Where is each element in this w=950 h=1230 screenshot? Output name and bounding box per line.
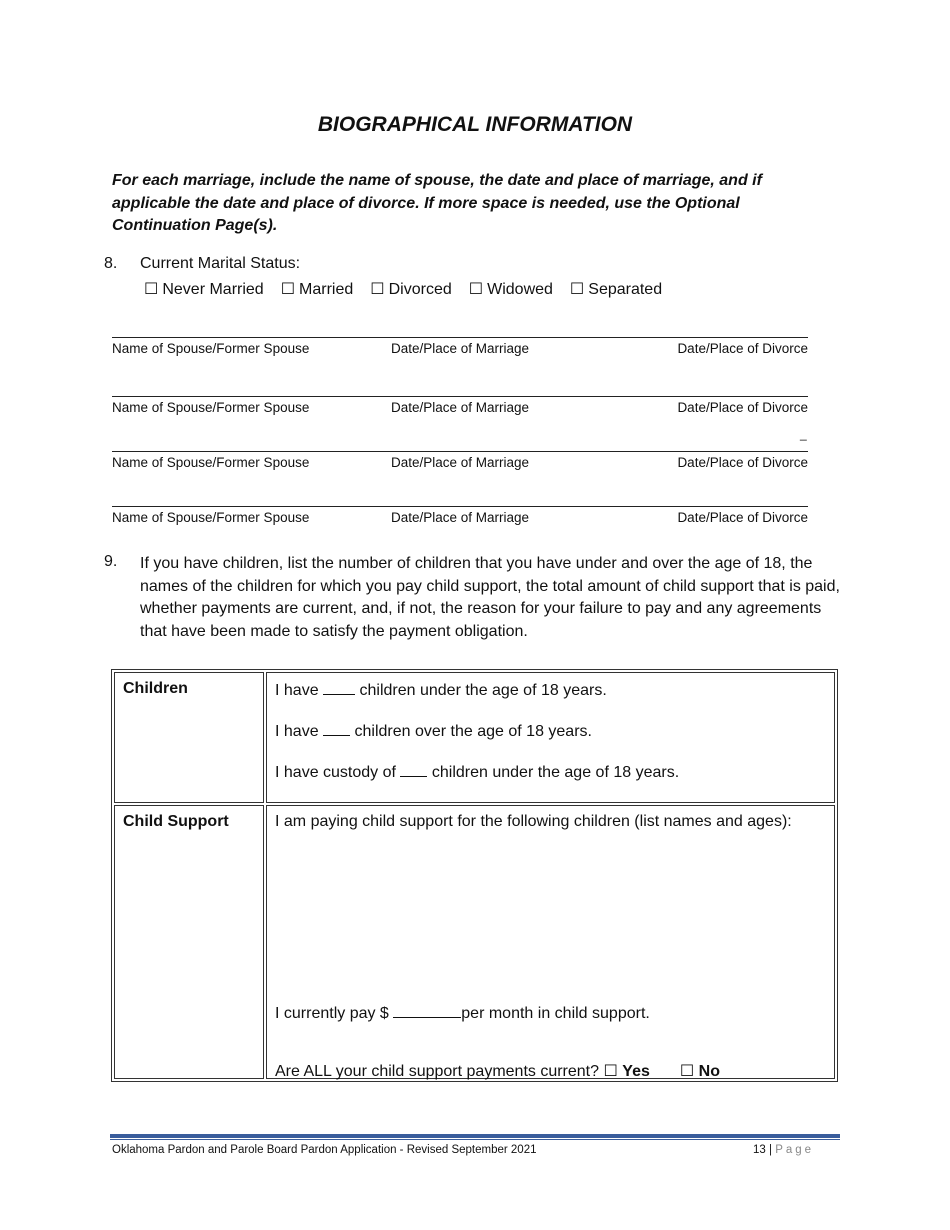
footer-rule-thin [110, 1139, 840, 1140]
page-title: BIOGRAPHICAL INFORMATION [317, 113, 633, 136]
spouse-name-label: Name of Spouse/Former Spouse [112, 510, 310, 525]
payments-current-line [275, 1061, 720, 1081]
spouse-name-label: Name of Spouse/Former Spouse [112, 400, 310, 415]
no-label: No [698, 1063, 720, 1080]
page-separator: | [769, 1144, 772, 1156]
option-label: Never Married [162, 281, 264, 298]
question-8-label: Current Marital Status: [140, 255, 301, 272]
question-9-number: 9. [104, 553, 118, 570]
yes-label: Yes [622, 1063, 650, 1080]
checkbox-icon[interactable]: ☐ [280, 281, 296, 298]
divorce-date-label: Date/Place of Divorce [677, 400, 808, 415]
marriage-date-label: Date/Place of Marriage [391, 510, 530, 525]
under-18-count-field[interactable] [323, 680, 355, 695]
monthly-amount-field[interactable] [393, 1003, 461, 1018]
under-18-line [275, 680, 826, 700]
marriage-instructions: For each marriage, include the name of spouse, the date and place of marriage, and if applicable the date and place of divorce. If more space is needed, use the Optional Continuation Page(s). [112, 172, 762, 234]
option-label: Divorced [388, 281, 452, 298]
under-18-suffix: children under the age of 18 years. [359, 682, 607, 699]
marriage-date-label: Date/Place of Marriage [391, 400, 530, 415]
marital-status-options [144, 279, 679, 299]
option-divorced[interactable] [370, 279, 451, 299]
option-never-married[interactable] [144, 279, 264, 299]
child-support-cell[interactable] [266, 805, 835, 1079]
spouse-entry-line[interactable] [112, 451, 808, 452]
spouse-entry-line[interactable] [112, 396, 808, 397]
custody-line [275, 762, 826, 782]
option-married[interactable] [281, 279, 354, 299]
spouse-name-label: Name of Spouse/Former Spouse [112, 341, 310, 356]
divorce-date-label: Date/Place of Divorce [677, 510, 808, 525]
checkbox-icon[interactable]: ☐ [370, 281, 385, 298]
spouse-name-label: Name of Spouse/Former Spouse [112, 455, 310, 470]
paying-for-children-text: I am paying child support for the following children (list names and ages): [275, 813, 792, 830]
divorce-date-label: Date/Place of Divorce [677, 455, 808, 470]
option-label: Widowed [487, 281, 553, 298]
question-9-text: If you have children, list the number of children that you have under and over the age of 18, the names of the children for which you pay child support, the total amount of child support that is paid, whether payments are current, and, if not, the reason for your failure to pay and any agreements that have been made to satisfy the payment obligation. [140, 555, 840, 640]
yes-checkbox-icon[interactable]: ☐ [603, 1063, 618, 1080]
over-18-prefix: I have [275, 723, 319, 740]
question-8-number: 8. [104, 255, 118, 272]
children-heading: Children [114, 672, 264, 803]
over-18-suffix: children over the age of 18 years. [354, 723, 592, 740]
marriage-date-label: Date/Place of Marriage [391, 341, 530, 356]
page-number: 13 [753, 1144, 766, 1156]
footer-rule [110, 1134, 840, 1138]
custody-suffix: children under the age of 18 years. [431, 764, 680, 781]
marriage-date-label: Date/Place of Marriage [391, 455, 530, 470]
payments-current-question: Are ALL your child support payments current? [275, 1063, 600, 1080]
monthly-payment-line [275, 1003, 650, 1023]
spouse-entry-line[interactable] [112, 506, 808, 507]
checkbox-icon[interactable]: ☐ [144, 281, 159, 298]
footer-document-title: Oklahoma Pardon and Parole Board Pardon Application - Revised September 2021 [112, 1144, 537, 1156]
child-support-heading: Child Support [114, 805, 264, 1079]
no-checkbox-icon[interactable]: ☐ [679, 1063, 695, 1080]
option-separated[interactable] [570, 279, 662, 299]
children-table [111, 669, 838, 1082]
checkbox-icon[interactable]: ☐ [468, 281, 484, 298]
spouse-entry-line[interactable] [112, 337, 808, 338]
stray-mark: _ [800, 427, 807, 441]
children-counts-cell [266, 672, 835, 803]
under-18-prefix: I have [275, 682, 319, 699]
option-widowed[interactable] [469, 279, 553, 299]
over-18-count-field[interactable] [323, 721, 350, 736]
option-label: Married [299, 281, 354, 298]
footer-page-number [753, 1144, 814, 1156]
checkbox-icon[interactable]: ☐ [569, 281, 585, 298]
option-label: Separated [588, 281, 663, 298]
payment-prefix: I currently pay $ [275, 1005, 389, 1022]
page-word: Page [775, 1144, 815, 1156]
over-18-line [275, 721, 826, 741]
divorce-date-label: Date/Place of Divorce [677, 341, 808, 356]
custody-count-field[interactable] [400, 762, 427, 777]
custody-prefix: I have custody of [275, 764, 396, 781]
payment-suffix: per month in child support. [461, 1005, 650, 1022]
